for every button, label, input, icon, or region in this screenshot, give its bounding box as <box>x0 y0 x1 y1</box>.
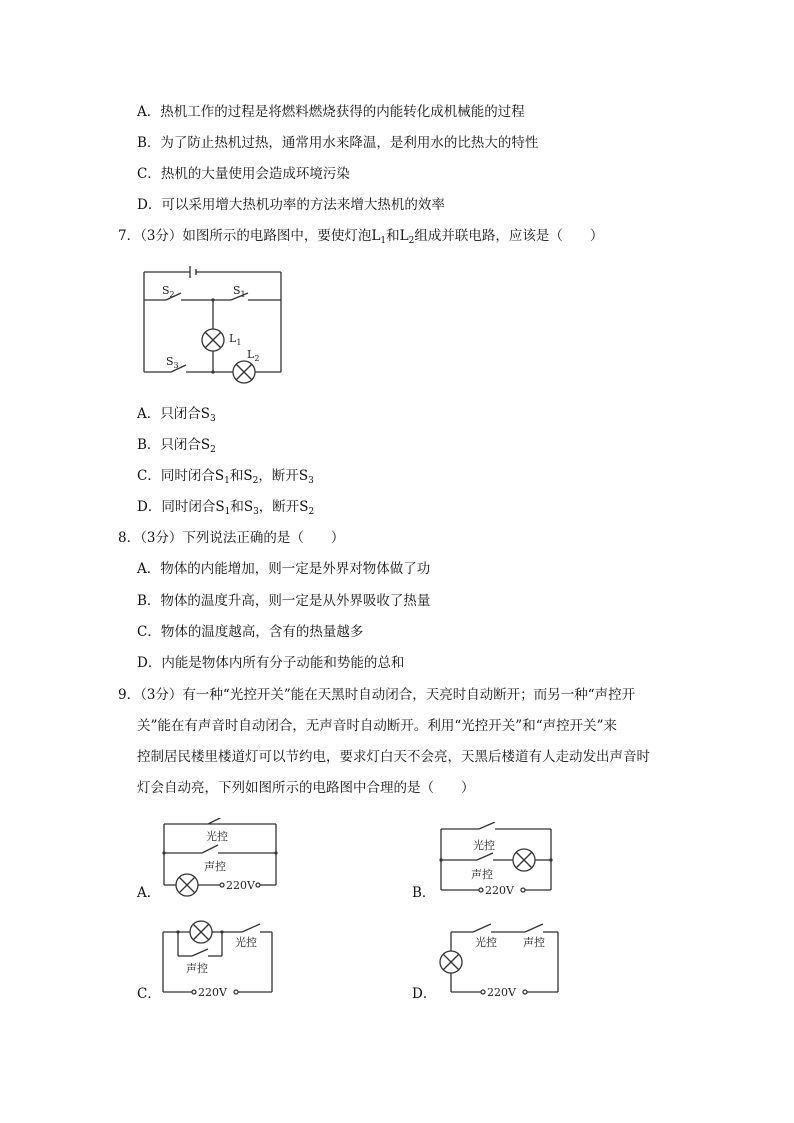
lamp-icon <box>513 849 535 871</box>
q8-option-c: C．物体的温度越高，含有的热量越多 <box>137 624 364 640</box>
q9-circuit-b <box>435 822 557 898</box>
lamp-l1-icon <box>202 329 224 351</box>
q7-option-c: C．同时闭合$S_1$和$S_2$，断开$S_3$ <box>137 468 314 486</box>
q9-stem-line-2: 关”能在有声音时自动闭合，无声音时自动断开。利用“光控开关”和“声控开关”来 <box>137 718 618 734</box>
label-light-switch: 光控 <box>473 839 495 852</box>
q9-option-b-label: B． <box>412 885 436 901</box>
switch-sound <box>477 853 493 860</box>
label-voltage: 220V <box>485 884 514 897</box>
label-sound-switch: 声控 <box>523 936 545 949</box>
label-voltage: 220V <box>198 986 227 998</box>
q8-option-d: D．内能是物体内所有分子动能和势能的总和 <box>137 655 405 671</box>
switch-light <box>208 818 222 824</box>
label-s2: $S_2$ <box>162 284 175 299</box>
q6-option-d: D．可以采用增大热机功率的方法来增大热机的效率 <box>137 197 445 213</box>
q7-option-d: D．同时闭合$S_1$和$S_3$，断开$S_2$ <box>137 499 315 517</box>
label-l2: $L_2$ <box>247 348 260 363</box>
switch-sound <box>202 845 218 853</box>
q9-circuit-d <box>437 916 563 998</box>
q6-option-b: B．为了防止热机过热，通常用水来降温，是利用水的比热大的特性 <box>137 135 539 151</box>
label-voltage: 220V <box>226 879 255 892</box>
switch-light <box>242 924 260 932</box>
q9-option-a-label: A． <box>137 885 161 901</box>
label-sound-switch: 声控 <box>204 860 226 873</box>
lamp-icon <box>440 951 462 973</box>
label-l1: $L_1$ <box>229 332 242 347</box>
q8-option-a: A．物体的内能增加，则一定是外界对物体做了功 <box>137 561 431 577</box>
q9-stem-line-3: 控制居民楼里楼道灯可以节约电，要求灯白天不会亮，天黑后楼道有人走动发出声音时 <box>137 749 650 765</box>
q8-option-b: B．物体的温度升高，则一定是从外界吸收了热量 <box>137 593 431 609</box>
label-light-switch: 光控 <box>206 830 228 843</box>
q9-stem-line-1: 9．（3分）有一种“光控开关”能在天黑时自动闭合，天亮时自动断开；而另一种“声控开 <box>118 687 636 703</box>
label-light-switch: 光控 <box>235 936 257 949</box>
q7-option-b: B．只闭合$S_2$ <box>137 437 216 455</box>
label-s1: $S_1$ <box>233 284 246 299</box>
switch-light <box>473 924 491 932</box>
q8-stem: 8．（3分）下列说法正确的是（ ） <box>118 530 345 546</box>
q9-circuit-a <box>160 818 282 898</box>
label-sound-switch: 声控 <box>471 868 493 881</box>
q6-option-c: C．热机的大量使用会造成环境污染 <box>137 166 350 182</box>
q9-option-c-label: C． <box>137 986 161 1002</box>
q7-stem: 7．（3分）如图所示的电路图中，要使灯泡$L_1$和$L_2$组成并联电路，应该是（ ） <box>118 228 604 246</box>
q9-stem-line-4: 灯会自动亮，下列如图所示的电路图中合理的是（ ） <box>137 780 475 796</box>
switch-sound <box>525 924 543 932</box>
lamp-l2-icon <box>233 361 255 383</box>
label-s3: $S_3$ <box>166 355 179 370</box>
q7-option-a: A．只闭合$S_3$ <box>137 406 216 424</box>
switch-sound <box>192 949 208 956</box>
lamp-icon <box>190 921 212 943</box>
lamp-icon <box>176 874 198 896</box>
q9-circuit-c <box>160 916 276 998</box>
label-sound-switch: 声控 <box>186 962 208 975</box>
label-light-switch: 光控 <box>475 936 497 949</box>
q6-option-a: A．热机工作的过程是将燃料燃烧获得的内能转化成机械能的过程 <box>137 104 525 120</box>
q9-option-d-label: D． <box>412 986 437 1002</box>
label-voltage: 220V <box>487 986 516 998</box>
q7-circuit-diagram <box>136 258 296 386</box>
switch-light <box>479 822 495 829</box>
